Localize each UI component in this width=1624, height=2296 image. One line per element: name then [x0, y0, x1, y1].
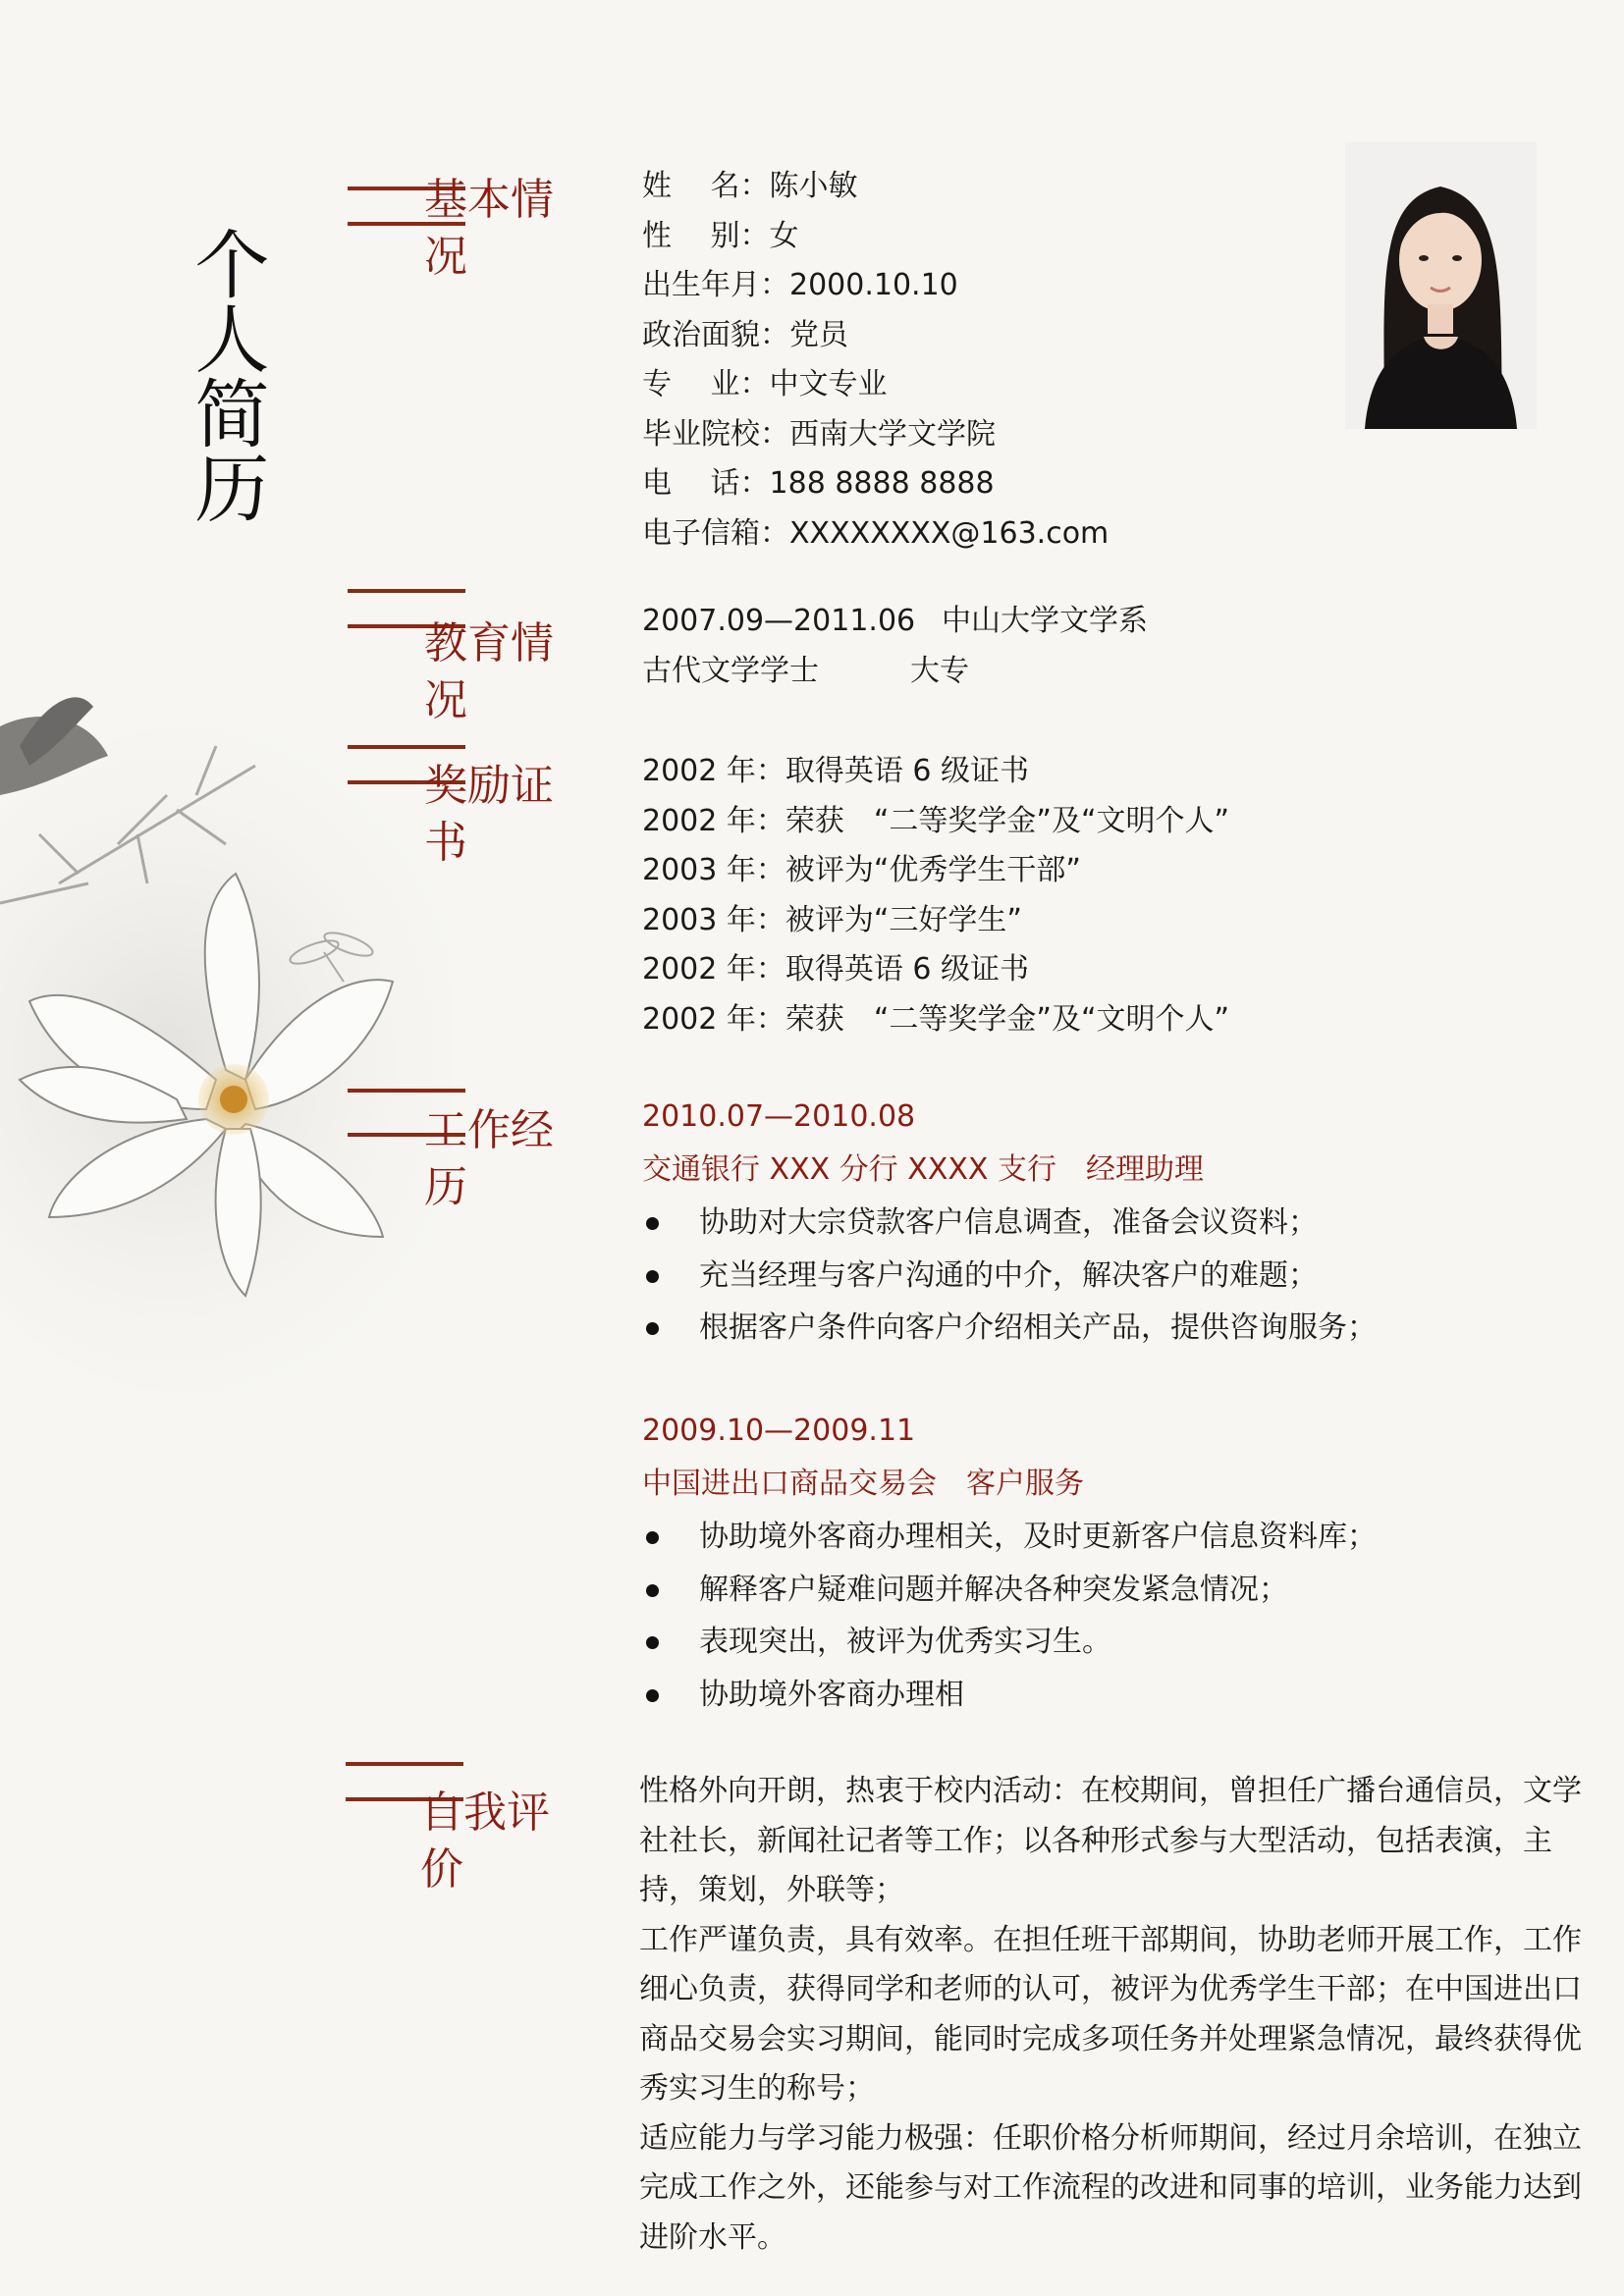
section-heading-awards: 奖励证书 [424, 761, 554, 868]
self-eval-block [639, 1767, 1592, 2263]
education-row [642, 647, 1148, 697]
info-row-phone: 电 话：188 8888 8888 [642, 466, 995, 501]
education-block [642, 597, 1148, 696]
info-row-major: 专 业：中文专业 [642, 367, 888, 401]
education-school: 中山大学文学系 [942, 604, 1148, 638]
ink-flower-illustration [0, 687, 452, 1433]
awards-list [642, 747, 1229, 1044]
job-duty: 充当经理与客户沟通的中介，解决客户的难题； [642, 1250, 1377, 1303]
info-row-birth: 出生年月：2000.10.10 [642, 268, 958, 302]
job-duty: 根据客户条件向客户介绍相关产品，提供咨询服务； [642, 1302, 1377, 1355]
job-company: 中国进出口商品交易会 客户服务 [642, 1467, 1084, 1501]
bullet-dot-icon [646, 1636, 659, 1649]
section-rule [348, 1089, 465, 1093]
bullet-dot-icon [646, 1689, 659, 1702]
info-row-school: 毕业院校：西南大学文学院 [642, 416, 996, 452]
section-rule [348, 745, 465, 749]
section-heading-work: 工作经历 [424, 1105, 554, 1212]
profile-photo [1345, 142, 1537, 429]
self-eval-paragraph: 适应能力与学习能力极强：任职价格分析师期间，经过月余培训，在独立完成工作之外，还能参与对工作流程的改进和同事的培训，业务能力达到进阶水平。 [639, 2120, 1582, 2255]
bullet-dot-icon [646, 1322, 659, 1335]
info-row-politics: 政治面貌：党员 [642, 317, 848, 352]
section-heading-education: 教育情况 [424, 618, 554, 725]
self-eval-paragraph: 工作严谨负责，具有效率。在担任班干部期间，协助老师开展工作，工作细心负责，获得同学和老师的认可，被评为优秀学生干部；在中国进出口商品交易会实习期间，能同时完成多项任务并处理紧急情况，最终获得优秀实习生的称号； [639, 1922, 1582, 2106]
education-period: 2007.09—2011.06 [642, 604, 916, 638]
work-job-1 [642, 1091, 1377, 1355]
section-heading-self-eval: 自我评价 [420, 1788, 550, 1895]
job-duty: 协助境外客商办理相 [642, 1669, 1377, 1722]
job-duty: 表现突出，被评为优秀实习生。 [642, 1616, 1377, 1669]
section-heading-basic: 基本情况 [424, 175, 554, 282]
award-item: 2002 年：荣获 “二等奖学金”及“文明个人” [642, 803, 1230, 838]
section-rule [348, 589, 465, 593]
award-item: 2002 年：取得英语 6 级证书 [642, 754, 1030, 788]
job-date: 2010.07—2010.08 [642, 1099, 916, 1134]
education-row [642, 597, 1148, 647]
bullet-dot-icon [646, 1217, 659, 1230]
basic-info-list [642, 162, 1109, 559]
info-row-gender: 性 别：女 [642, 218, 799, 253]
work-job-2 [642, 1405, 1377, 1721]
award-item: 2003 年：被评为“优秀学生干部” [642, 853, 1081, 887]
self-eval-paragraph: 性格外向开朗，热衷于校内活动：在校期间，曾担任广播台通信员，文学社社长，新闻社记者等工作；以各种形式参与大型活动，包括表演，主持，策划，外联等； [639, 1774, 1582, 1907]
info-row-name: 姓 名：陈小敏 [642, 169, 858, 203]
job-duty: 协助境外客商办理相关，及时更新客户信息资料库； [642, 1511, 1377, 1564]
job-date: 2009.10—2009.11 [642, 1414, 916, 1448]
education-degree: 古代文学学士 [642, 653, 819, 688]
award-item: 2002 年：荣获 “二等奖学金”及“文明个人” [642, 1001, 1230, 1037]
award-item: 2002 年：取得英语 6 级证书 [642, 952, 1030, 987]
education-level: 大专 [910, 653, 969, 688]
section-rule [346, 1762, 463, 1766]
portrait-image [1345, 142, 1537, 429]
job-company: 交通银行 XXX 分行 XXXX 支行 经理助理 [642, 1152, 1205, 1187]
resume-title: 个人简历 [183, 226, 270, 524]
bullet-dot-icon [646, 1270, 659, 1283]
bullet-dot-icon [646, 1584, 659, 1597]
job-duty: 协助对大宗贷款客户信息调查，准备会议资料； [642, 1197, 1377, 1250]
award-item: 2003 年：被评为“三好学生” [642, 902, 1022, 937]
bullet-dot-icon [646, 1531, 659, 1544]
info-row-email: 电子信箱：XXXXXXXX@163.com [642, 515, 1110, 551]
job-duty: 解释客户疑难问题并解决各种突发紧急情况； [642, 1564, 1377, 1617]
